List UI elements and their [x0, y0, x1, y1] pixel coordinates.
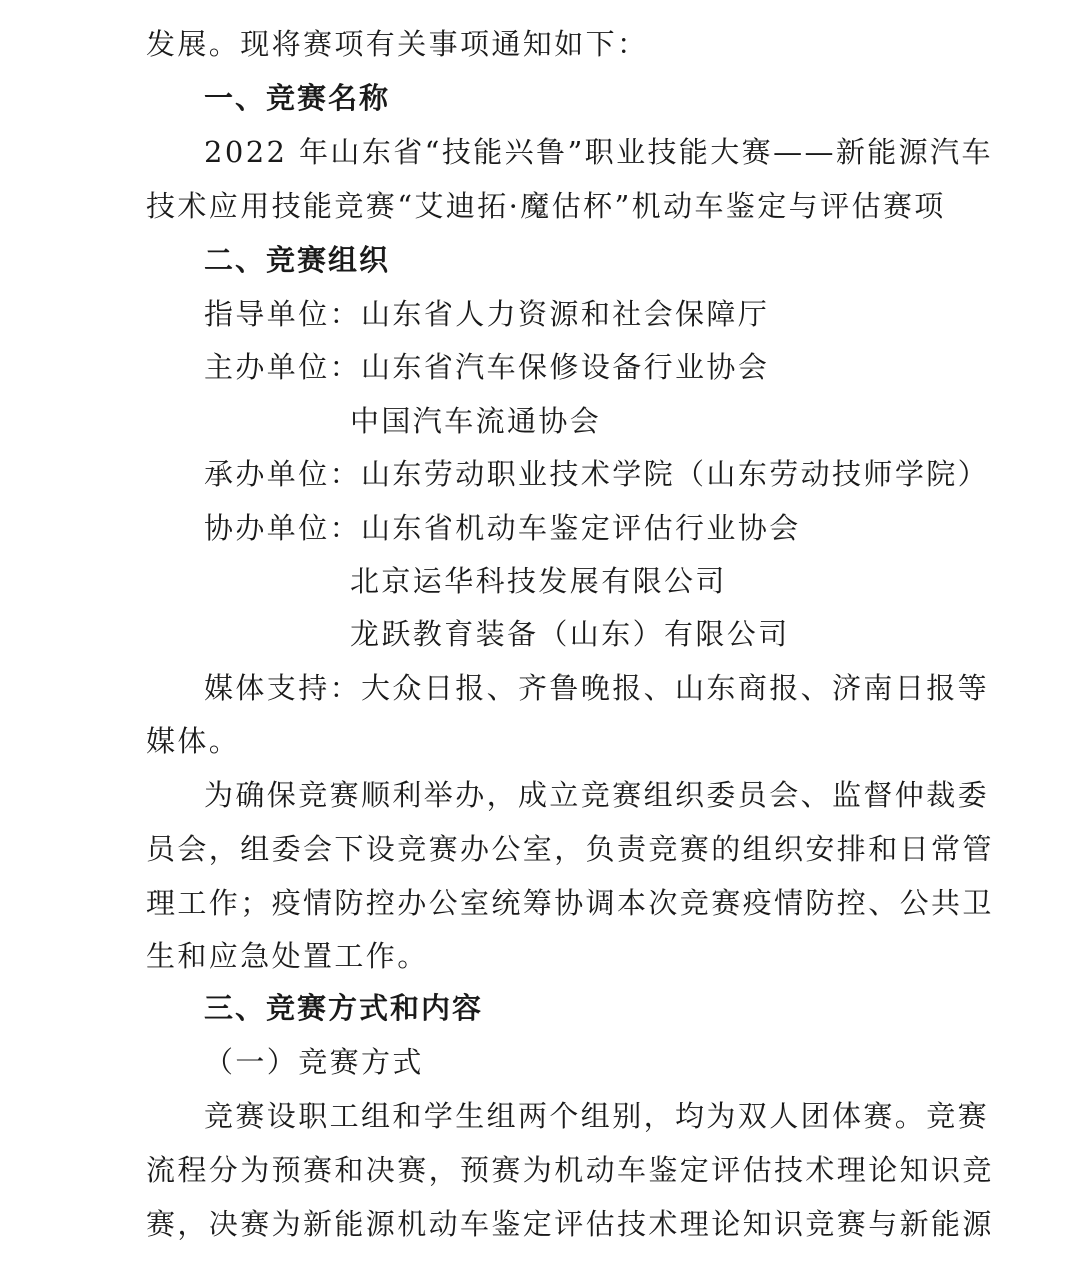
- section2-heading: 二、竞赛组织: [204, 243, 391, 277]
- committee-paragraph-line3: 理工作；疫情防控办公室统筹协调本次竞赛疫情防控、公共卫: [146, 886, 994, 920]
- media-support-row: [204, 668, 989, 708]
- organizer-unit-value: 山东劳动职业技术学院（山东劳动技师学院）: [361, 457, 990, 491]
- committee-paragraph-line1: 为确保竞赛顺利举办，成立竞赛组织委员会、监督仲裁委: [204, 778, 990, 812]
- method-paragraph-line2: 流程分为预赛和决赛，预赛为机动车鉴定评估技术理论知识竞: [146, 1153, 994, 1187]
- method-paragraph-line1: 竞赛设职工组和学生组两个组别，均为双人团体赛。竞赛: [204, 1099, 990, 1133]
- section1-body-line1: 2022 年山东省“技能兴鲁”职业技能大赛——新能源汽车: [204, 135, 993, 169]
- media-support-label: 媒体支持：: [204, 671, 362, 705]
- media-support-value: 大众日报、齐鲁晚报、山东商报、济南日报等: [361, 671, 990, 705]
- co-organizer-unit-value-1: 山东省机动车鉴定评估行业协会: [361, 511, 801, 545]
- guide-unit-label: 指导单位：: [204, 297, 362, 331]
- section1-body-line2: 技术应用技能竞赛“艾迪拓·魔估杯”机动车鉴定与评估赛项: [146, 189, 946, 223]
- section3-subheading: （一）竞赛方式: [204, 1045, 424, 1079]
- section1-heading: 一、竞赛名称: [204, 81, 391, 115]
- co-organizer-unit-row: [204, 508, 801, 548]
- host-unit-value-2: 中国汽车流通协会: [350, 404, 602, 438]
- media-support-continuation: 媒体。: [146, 724, 241, 758]
- method-paragraph-line3: 赛，决赛为新能源机动车鉴定评估技术理论知识竞赛与新能源: [146, 1207, 994, 1241]
- co-organizer-unit-value-3: 龙跃教育装备（山东）有限公司: [350, 617, 790, 651]
- co-organizer-unit-value-2: 北京运华科技发展有限公司: [350, 564, 727, 598]
- host-unit-value-1: 山东省汽车保修设备行业协会: [361, 350, 770, 384]
- co-organizer-unit-label: 协办单位：: [204, 511, 362, 545]
- intro-tail-line: 发展。现将赛项有关事项通知如下：: [146, 27, 649, 61]
- organizer-unit-label: 承办单位：: [204, 457, 362, 491]
- section3-heading: 三、竞赛方式和内容: [204, 991, 484, 1025]
- committee-paragraph-line2: 员会，组委会下设竞赛办公室，负责竞赛的组织安排和日常管: [146, 832, 994, 866]
- host-unit-label: 主办单位：: [204, 350, 362, 384]
- host-unit-row: [204, 347, 769, 387]
- guide-unit-row: [204, 294, 769, 334]
- committee-paragraph-line4: 生和应急处置工作。: [146, 939, 429, 973]
- guide-unit-value: 山东省人力资源和社会保障厅: [361, 297, 770, 331]
- organizer-unit-row: [204, 454, 989, 494]
